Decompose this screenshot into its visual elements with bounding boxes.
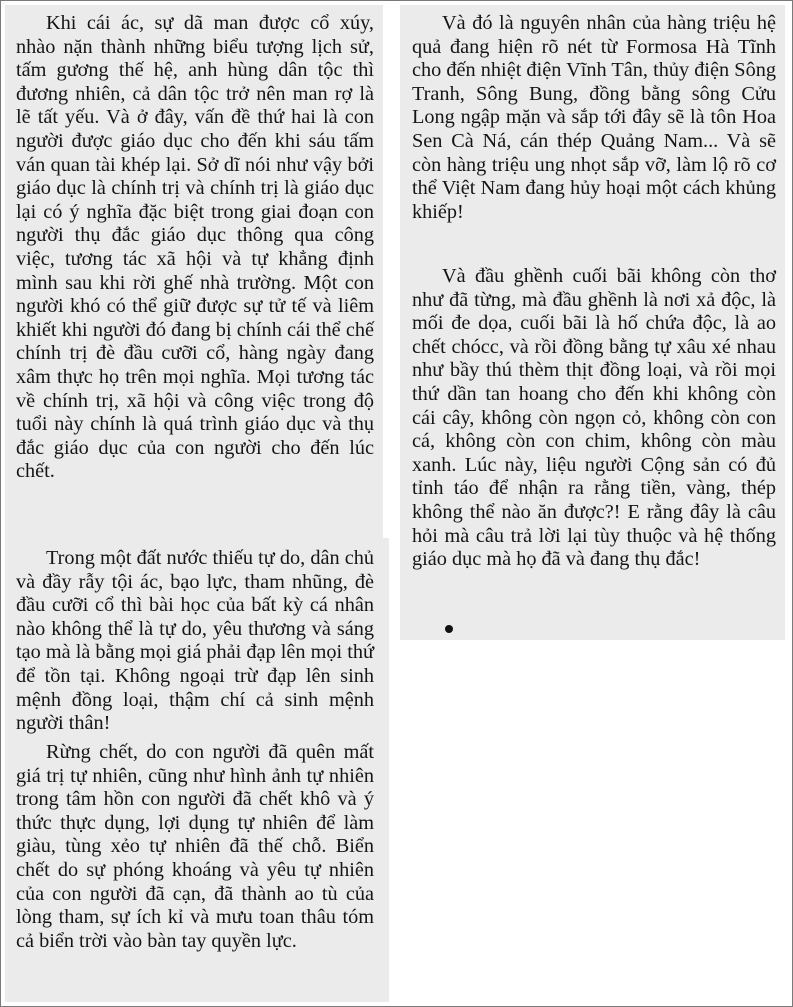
- end-bullet: [445, 625, 453, 633]
- paragraph-1: Khi cái ác, sự dã man được cổ xúy, nhào nặn thành những biểu tượng lịch sử, tấm gương thế hệ, anh hùng dân tộc thì đương nhiên, cả dân tộc trở nên man rợ là lẽ tất yếu. Và ở đây, vấn đề thứ hai là con người được giáo dục cho đến khi sáu tấm ván quan tài khép lại. Sở dĩ nói như vậy bởi giáo dục là chính trị và chính trị là giáo dục lại có ý nghĩa đặc biệt trong giai đoạn con người thụ đắc giáo dục thông qua công việc, tương tác xã hội và tự khẳng định mình sau khi rời ghế nhà trường. Một con người khó có thể giữ được sự tử tế và liêm khiết khi người đó đang bị chính cái thể chế chính trị đè đầu cưỡi cổ, hàng ngày đang xâm thực họ trên mọi nghĩa. Mọi tương tác về chính trị, xã hội và công việc trong độ tuổi này chính là quá trình giáo dục và thụ đắc giáo dục của con người cho đến lúc chết.: [16, 12, 374, 483]
- paragraph-3: Rừng chết, do con người đã quên mất giá trị tự nhiên, cũng như hình ảnh tự nhiên trong tâm hồn con người đã chết khô và ý thức thực dụng, lợi dụng tự nhiên để làm giàu, tùng xẻo tự nhiên đã thế chỗ. Biển chết do sự phóng khoáng và yêu tự nhiên của con người đã cạn, đã thành ao tù của lòng tham, sự ích kỉ và mưu toan thâu tóm cả biển trời vào bàn tay quyền lực.: [16, 741, 374, 952]
- paragraph-4: Và đó là nguyên nhân của hàng triệu hệ quả đang hiện rõ nét từ Formosa Hà Tĩnh cho đến nhiệt điện Vĩnh Tân, thủy điện Sông Tranh, Sông Bung, đồng bằng sông Cửu Long ngập mặn và sắp tới đây sẽ là tôn Hoa Sen Cà Ná, cán thép Quảng Nam... Và sẽ còn hàng triệu ung nhọt sắp vỡ, làm lộ rõ cơ thể Việt Nam đang hủy hoại một cách khủng khiếp!: [412, 12, 776, 223]
- paragraph-5: Và đầu ghềnh cuối bãi không còn thơ như đã từng, mà đầu ghềnh là nơi xả độc, là mối đe dọa, cuối bãi là hố chứa độc, là ao chết chócc, và rồi đồng bằng tự xâu xé nhau như bầy thú thèm thịt đồng loại, và rồi mọi thứ dần tan hoang cho đến khi không còn cái cây, không còn ngọn cỏ, không còn con cá, không còn con chim, không còn màu xanh. Lúc này, liệu người Cộng sản có đủ tỉnh táo để nhận ra rằng tiền, vàng, thép không thể nào ăn được?! E rằng đây là câu hỏi mà câu trả lời lại tùy thuộc và hệ thống giáo dục mà họ đã và đang thụ đắc!: [412, 265, 776, 571]
- paragraph-2: Trong một đất nước thiếu tự do, dân chủ và đầy rẫy tội ác, bạo lực, tham nhũng, đè đầu cưỡi cổ thì bài học của bất kỳ cá nhân nào không thể là tự do, yêu thương và sáng tạo mà là bằng mọi giá phải đạp lên mọi thứ để tồn tại. Không ngoại trừ đạp lên sinh mệnh đồng loại, thậm chí cả sinh mệnh người thân!: [16, 547, 374, 735]
